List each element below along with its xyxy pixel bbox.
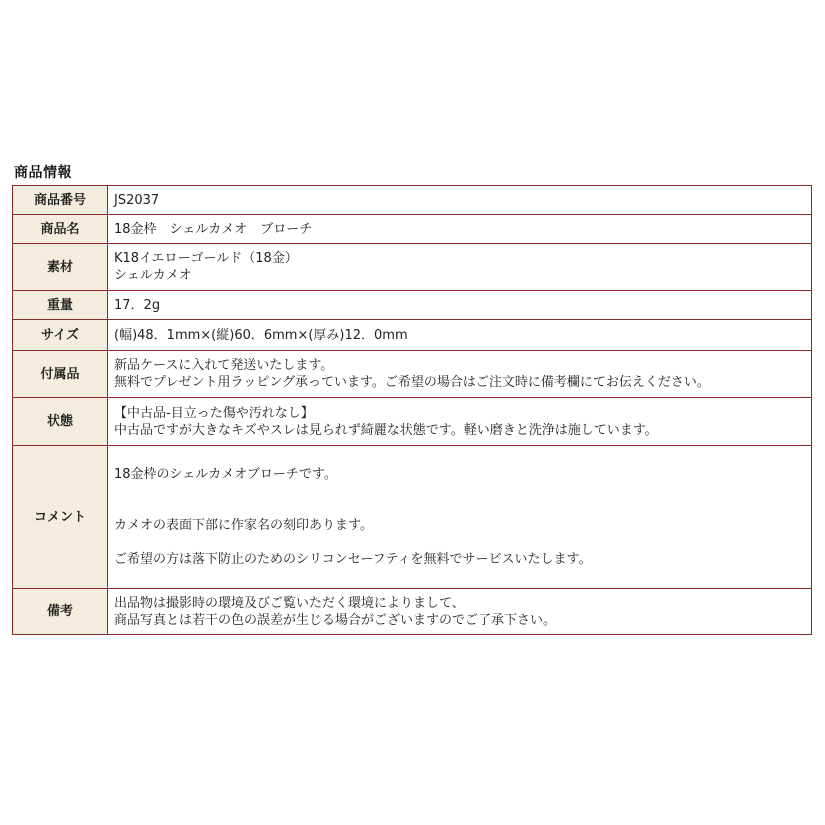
value-notes — [108, 589, 812, 635]
product-name-text: 18金枠 シェルカメオ ブローチ — [114, 221, 313, 237]
row-weight — [13, 291, 812, 320]
notes-line: 商品写真とは若干の色の誤差が生じる場合がございますのでご了承下さい。 — [114, 612, 557, 628]
label-condition: 状態 — [13, 398, 108, 446]
notes-line: 出品物は撮影時の環境及びご覧いただく環境によりまして、 — [114, 595, 465, 611]
value-product-name — [108, 215, 812, 244]
condition-line: 中古品ですが大きなキズやスレは見られず綺麗な状態です。軽い磨きと洗浄は施しています。 — [114, 422, 658, 438]
label-comment: コメント — [13, 446, 108, 589]
label-product-name: 商品名 — [13, 215, 108, 244]
row-condition — [13, 398, 812, 446]
row-notes — [13, 589, 812, 635]
condition-line: 【中古品-目立った傷や汚れなし】 — [114, 405, 314, 421]
value-size — [108, 320, 812, 351]
row-comment — [13, 446, 812, 589]
label-material: 素材 — [13, 244, 108, 291]
label-size: サイズ — [13, 320, 108, 351]
value-material — [108, 244, 812, 291]
accessories-line: 無料でプレゼント用ラッピング承っています。ご希望の場合はご注文時に備考欄にてお伝えください。 — [114, 375, 710, 390]
row-size — [13, 320, 812, 351]
section-title: 商品情報 — [14, 165, 72, 181]
label-product-number: 商品番号 — [13, 186, 108, 215]
row-product-name — [13, 215, 812, 244]
accessories-line: 新品ケースに入れて発送いたします。 — [114, 358, 334, 373]
material-line: シェルカメオ — [114, 268, 192, 283]
row-product-number — [13, 186, 812, 215]
label-notes: 備考 — [13, 589, 108, 635]
label-weight: 重量 — [13, 291, 108, 320]
row-material — [13, 244, 812, 291]
product-info-table — [12, 185, 812, 635]
row-accessories — [13, 351, 812, 398]
comment-line: 18金枠のシェルカメオブローチです。 — [114, 467, 337, 482]
label-accessories: 付属品 — [13, 351, 108, 398]
value-product-number — [108, 186, 812, 215]
comment-line: ご希望の方は落下防止のためのシリコンセーフティを無料でサービスいたします。 — [114, 552, 592, 567]
value-comment — [108, 446, 812, 589]
value-condition — [108, 398, 812, 446]
material-line: K18イエローゴールド（18金） — [114, 251, 298, 266]
size-text: (幅)48．1mm×(縦)60．6mm×(厚み)12．0mm — [114, 327, 408, 343]
product-number-text: JS2037 — [114, 192, 160, 208]
value-weight — [108, 291, 812, 320]
weight-text: 17．2g — [114, 297, 161, 313]
comment-line: カメオの表面下部に作家名の刻印あります。 — [114, 518, 373, 533]
value-accessories — [108, 351, 812, 398]
